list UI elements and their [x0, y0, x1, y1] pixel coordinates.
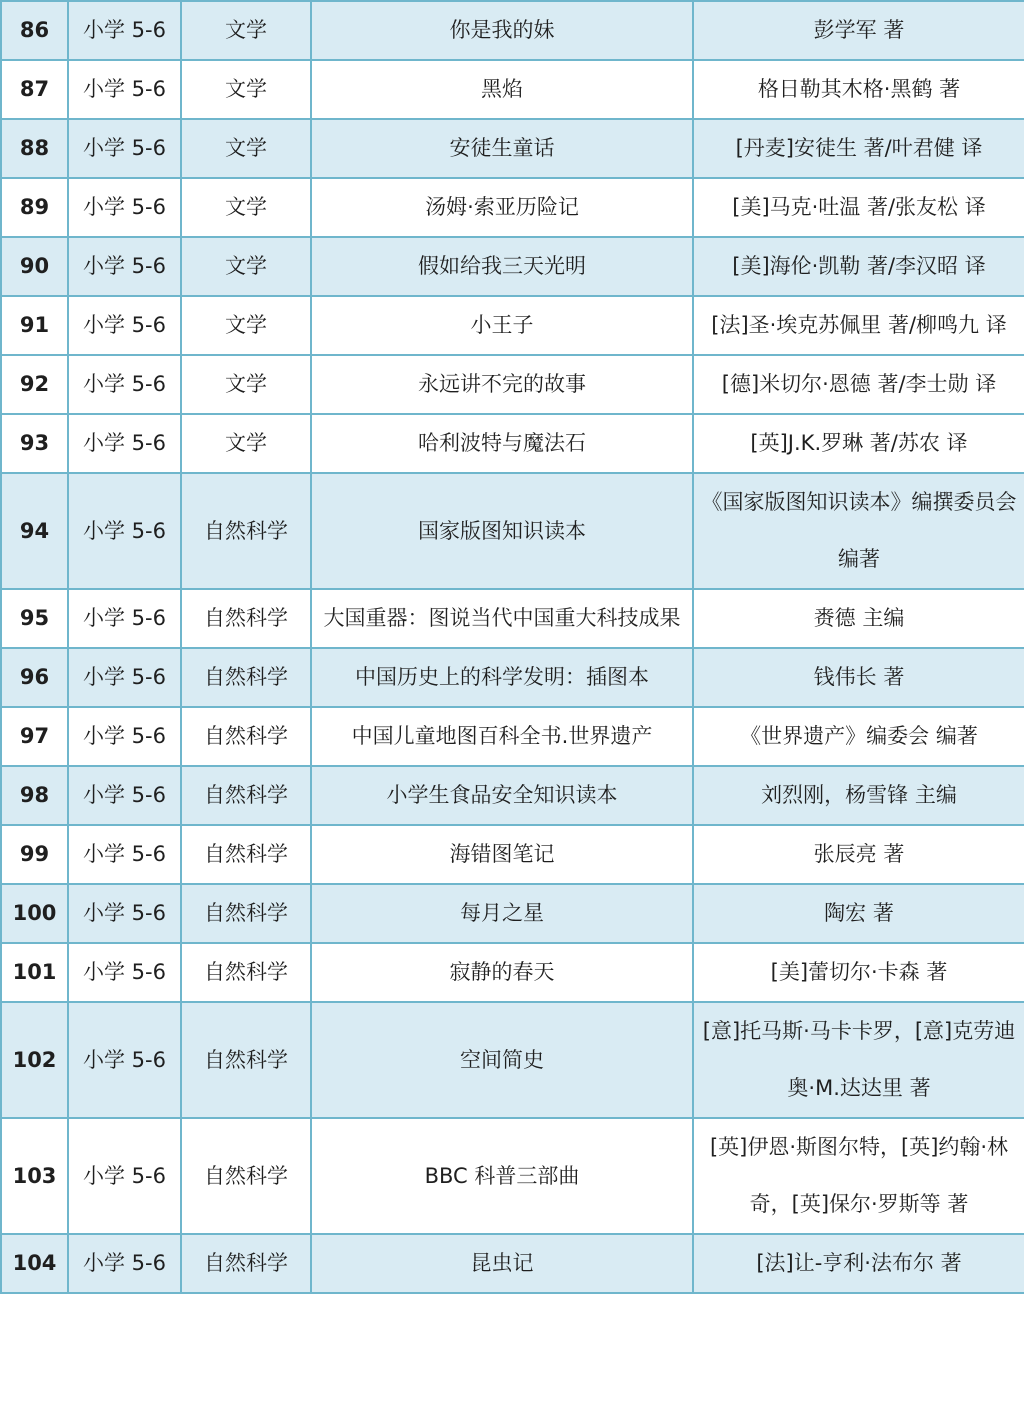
row-author: [美]海伦·凯勒 著/李汉昭 译 — [693, 237, 1024, 296]
table-row — [1, 355, 1024, 414]
row-grade: 小学 5-6 — [68, 296, 181, 355]
row-category: 自然科学 — [181, 473, 311, 589]
row-number: 95 — [1, 589, 68, 648]
row-title: 海错图笔记 — [311, 825, 693, 884]
table-row — [1, 1234, 1024, 1293]
row-title: 每月之星 — [311, 884, 693, 943]
row-number: 102 — [1, 1002, 68, 1118]
row-author: [意]托马斯·马卡卡罗，[意]克劳迪奥·M.达达里 著 — [693, 1002, 1024, 1118]
row-number: 92 — [1, 355, 68, 414]
row-grade: 小学 5-6 — [68, 237, 181, 296]
row-title: 黑焰 — [311, 60, 693, 119]
row-grade: 小学 5-6 — [68, 1, 181, 60]
row-grade: 小学 5-6 — [68, 766, 181, 825]
row-author: [丹麦]安徒生 著/叶君健 译 — [693, 119, 1024, 178]
row-category: 自然科学 — [181, 1002, 311, 1118]
row-title: 安徒生童话 — [311, 119, 693, 178]
row-grade: 小学 5-6 — [68, 884, 181, 943]
row-author: [英]伊恩·斯图尔特，[英]约翰·林奇，[英]保尔·罗斯等 著 — [693, 1118, 1024, 1234]
row-title: 小王子 — [311, 296, 693, 355]
table-row — [1, 943, 1024, 1002]
row-author: [法]圣·埃克苏佩里 著/柳鸣九 译 — [693, 296, 1024, 355]
row-number: 101 — [1, 943, 68, 1002]
row-category: 自然科学 — [181, 884, 311, 943]
row-author: 赉德 主编 — [693, 589, 1024, 648]
table-row — [1, 1002, 1024, 1118]
row-category: 文学 — [181, 60, 311, 119]
row-category: 自然科学 — [181, 707, 311, 766]
row-author: [美]蕾切尔·卡森 著 — [693, 943, 1024, 1002]
row-category: 文学 — [181, 1, 311, 60]
row-grade: 小学 5-6 — [68, 707, 181, 766]
table-row — [1, 414, 1024, 473]
row-title: 小学生食品安全知识读本 — [311, 766, 693, 825]
row-author: 格日勒其木格·黑鹤 著 — [693, 60, 1024, 119]
row-grade: 小学 5-6 — [68, 943, 181, 1002]
row-author: 《国家版图知识读本》编撰委员会 编著 — [693, 473, 1024, 589]
row-category: 自然科学 — [181, 943, 311, 1002]
row-grade: 小学 5-6 — [68, 178, 181, 237]
row-category: 文学 — [181, 119, 311, 178]
table-row — [1, 60, 1024, 119]
table-row — [1, 237, 1024, 296]
row-author: [美]马克·吐温 著/张友松 译 — [693, 178, 1024, 237]
row-number: 90 — [1, 237, 68, 296]
table-row — [1, 473, 1024, 589]
row-title: 昆虫记 — [311, 1234, 693, 1293]
row-grade: 小学 5-6 — [68, 648, 181, 707]
row-number: 103 — [1, 1118, 68, 1234]
row-category: 自然科学 — [181, 766, 311, 825]
row-number: 91 — [1, 296, 68, 355]
table-row — [1, 766, 1024, 825]
row-grade: 小学 5-6 — [68, 825, 181, 884]
row-grade: 小学 5-6 — [68, 1002, 181, 1118]
row-title: 国家版图知识读本 — [311, 473, 693, 589]
row-title: 寂静的春天 — [311, 943, 693, 1002]
row-title: BBC 科普三部曲 — [311, 1118, 693, 1234]
row-title: 大国重器：图说当代中国重大科技成果 — [311, 589, 693, 648]
row-category: 自然科学 — [181, 825, 311, 884]
row-number: 89 — [1, 178, 68, 237]
row-number: 94 — [1, 473, 68, 589]
row-title: 中国儿童地图百科全书.世界遗产 — [311, 707, 693, 766]
row-number: 88 — [1, 119, 68, 178]
row-author: 陶宏 著 — [693, 884, 1024, 943]
row-number: 87 — [1, 60, 68, 119]
row-category: 文学 — [181, 178, 311, 237]
row-author: 彭学军 著 — [693, 1, 1024, 60]
row-category: 文学 — [181, 237, 311, 296]
row-grade: 小学 5-6 — [68, 60, 181, 119]
table-row — [1, 1118, 1024, 1234]
table-row — [1, 589, 1024, 648]
row-number: 100 — [1, 884, 68, 943]
row-author: 张辰亮 著 — [693, 825, 1024, 884]
row-number: 99 — [1, 825, 68, 884]
row-author: [德]米切尔·恩德 著/李士勋 译 — [693, 355, 1024, 414]
row-number: 104 — [1, 1234, 68, 1293]
row-title: 汤姆·索亚历险记 — [311, 178, 693, 237]
table-row — [1, 648, 1024, 707]
row-category: 文学 — [181, 296, 311, 355]
row-category: 自然科学 — [181, 589, 311, 648]
row-grade: 小学 5-6 — [68, 589, 181, 648]
table-row — [1, 825, 1024, 884]
row-grade: 小学 5-6 — [68, 1234, 181, 1293]
row-number: 98 — [1, 766, 68, 825]
row-title: 中国历史上的科学发明：插图本 — [311, 648, 693, 707]
row-number: 96 — [1, 648, 68, 707]
row-category: 文学 — [181, 414, 311, 473]
table-row — [1, 884, 1024, 943]
row-grade: 小学 5-6 — [68, 414, 181, 473]
row-author: [法]让-亨利·法布尔 著 — [693, 1234, 1024, 1293]
row-author: [英]J.K.罗琳 著/苏农 译 — [693, 414, 1024, 473]
row-category: 自然科学 — [181, 648, 311, 707]
row-category: 自然科学 — [181, 1234, 311, 1293]
row-title: 哈利波特与魔法石 — [311, 414, 693, 473]
row-grade: 小学 5-6 — [68, 1118, 181, 1234]
row-number: 93 — [1, 414, 68, 473]
row-title: 你是我的妹 — [311, 1, 693, 60]
table-row — [1, 707, 1024, 766]
row-title: 永远讲不完的故事 — [311, 355, 693, 414]
row-author: 刘烈刚，杨雪锋 主编 — [693, 766, 1024, 825]
table-body — [1, 1, 1024, 1293]
table-row — [1, 178, 1024, 237]
row-title: 假如给我三天光明 — [311, 237, 693, 296]
row-author: 钱伟长 著 — [693, 648, 1024, 707]
row-grade: 小学 5-6 — [68, 119, 181, 178]
table-row — [1, 296, 1024, 355]
row-author: 《世界遗产》编委会 编著 — [693, 707, 1024, 766]
table-row — [1, 1, 1024, 60]
row-grade: 小学 5-6 — [68, 473, 181, 589]
row-number: 86 — [1, 1, 68, 60]
row-category: 自然科学 — [181, 1118, 311, 1234]
row-title: 空间简史 — [311, 1002, 693, 1118]
row-number: 97 — [1, 707, 68, 766]
row-category: 文学 — [181, 355, 311, 414]
row-grade: 小学 5-6 — [68, 355, 181, 414]
table-row — [1, 119, 1024, 178]
